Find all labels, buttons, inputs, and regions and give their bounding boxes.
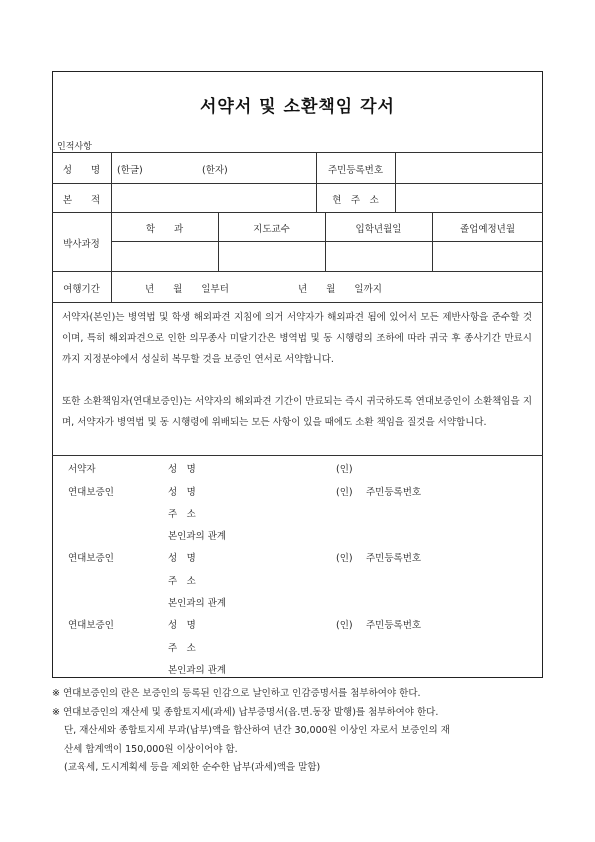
pledger-label: 서약자 — [68, 464, 96, 475]
guarantor-3-relation-label: 본인과의 관계 — [168, 665, 227, 676]
guarantor-3-name-label: 성 명 — [168, 620, 196, 631]
table-col-rule — [395, 152, 396, 212]
guarantor-1-resident-no: 주민등록번호 — [366, 487, 422, 498]
guarantor-1-seal: (인) — [336, 487, 353, 498]
footnote-3a: 단, 재산세와 종합토지세 부과(납부)액을 합산하여 년간 30,000원 이상인 자로서 보증인의 재 — [64, 725, 450, 736]
guarantor-3-resident-no: 주민등록번호 — [366, 620, 422, 631]
name-korean-label: (한글) — [117, 165, 143, 176]
table-rule — [52, 183, 543, 184]
travel-from: 년 월 일부터 — [145, 284, 229, 295]
pledge-paragraph-1: 서약자(본인)는 병역법 및 학생 해외파견 지침에 의거 서약자가 해외파견 됨에 있어서 모든 제반사항을 준수할 것이며, 특히 해외파견으로 인한 의무종사 미달기간은 병역법 및 동 시행령의 조하에 따라 귀국 후 종사기간 만료시까지 지정분야에서 성실히 복무할 것을 보증인 연서로 서약합니다. — [62, 312, 532, 365]
table-rule — [52, 271, 543, 272]
guarantor-2-seal: (인) — [336, 553, 353, 564]
guarantor-2-address-label: 주 소 — [168, 576, 196, 587]
name-hanja-label: (한자) — [202, 165, 228, 176]
col-advisor: 지도교수 — [253, 224, 290, 235]
address-label: 현 주 소 — [332, 195, 379, 206]
table-rule — [52, 302, 543, 303]
col-entrance-date: 입학년월일 — [355, 224, 402, 235]
table-rule — [52, 212, 543, 213]
guarantor-2-resident-no: 주민등록번호 — [366, 553, 422, 564]
guarantor-2-label: 연대보증인 — [68, 553, 114, 564]
guarantor-1-relation-label: 본인과의 관계 — [168, 531, 227, 542]
guarantor-2-name-label: 성 명 — [168, 553, 196, 564]
pledger-name-label: 성 명 — [168, 464, 196, 475]
guarantor-1-label: 연대보증인 — [68, 487, 114, 498]
section-label: 인적사항 — [57, 142, 92, 152]
guarantor-3-seal: (인) — [336, 620, 353, 631]
col-graduation-date: 졸업예정년월 — [459, 224, 516, 235]
col-department: 학 과 — [145, 224, 184, 235]
table-rule — [52, 152, 543, 153]
doctoral-label: 박사과정 — [63, 239, 100, 250]
section-rule — [52, 455, 543, 456]
footnote-1: ※ 연대보증인의 란은 보증인의 등록된 인감으로 날인하고 인감증명서를 첨부하여야 한다. — [52, 688, 421, 699]
page-title: 서약서 및 소환책임 각서 — [200, 97, 395, 117]
guarantor-3-label: 연대보증인 — [68, 620, 114, 631]
name-label: 성 명 — [62, 165, 101, 176]
travel-label: 여행기간 — [63, 284, 100, 295]
footnote-4: (교육세, 도시계획세 등을 제외한 순수한 납부(과세)액을 말함) — [64, 762, 321, 773]
origin-label: 본 적 — [62, 195, 101, 206]
resident-no-label: 주민등록번호 — [327, 165, 384, 176]
guarantor-1-name-label: 성 명 — [168, 487, 196, 498]
pledger-seal: (인) — [336, 464, 353, 475]
travel-to: 년 월 일까지 — [298, 284, 382, 295]
table-rule — [111, 241, 543, 242]
guarantor-3-address-label: 주 소 — [168, 643, 196, 654]
guarantor-1-address-label: 주 소 — [168, 509, 196, 520]
pledge-paragraph-2: 또한 소환책임자(연대보증인)는 서약자의 해외파견 기간이 만료되는 즉시 귀국하도록 연대보증인이 소환책임을 지며, 서약자가 병역법 및 동 시행령에 위배되는 모든 사항이 있을 때에도 소환 책임을 질것을 서약합니다. — [62, 396, 532, 428]
guarantor-2-relation-label: 본인과의 관계 — [168, 598, 227, 609]
footnote-2: ※ 연대보증인의 재산세 및 종합토지세(과세) 납부증명서(읍.면.동장 발행)를 첨부하여야 한다. — [52, 707, 439, 718]
footnote-3b: 산세 합계액이 150,000원 이상이어야 함. — [64, 744, 238, 755]
